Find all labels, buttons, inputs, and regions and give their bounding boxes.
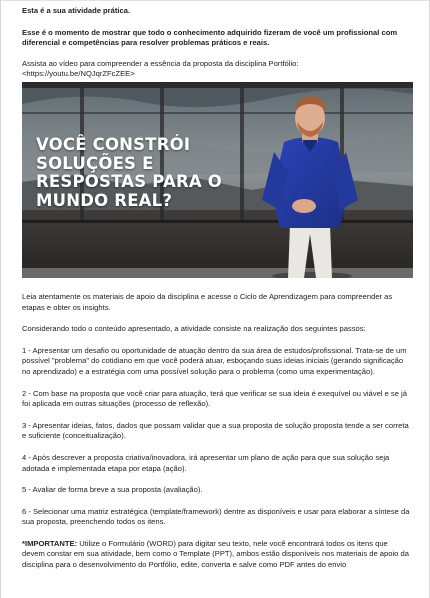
step-5: 5 - Avaliar de forma breve a sua proposta (avaliação). bbox=[22, 485, 203, 495]
step-3: 3 - Apresentar ideias, fatos, dados que possam validar que a sua proposta de solução proposta tende a ser correta e suficiente (conceitualização). bbox=[22, 420, 409, 441]
intro-bold-text: Esse é o momento de mostrar que todo o conhecimento adquirido fizeram de você um profissional com diferencial e competências para resolver problemas práticos e reais. bbox=[22, 27, 398, 48]
step-1: 1 - Apresentar um desafio ou oportunidade de atuação dentro da sua área de estudos/profissional. Trata-se de um possível "problema" do cotidiano em que você poderá atuar, esboçando suas ideias iniciais (gerando significação no aprendizado) e a estratégia com uma possível solução para o problema (como uma experimentação). bbox=[22, 345, 407, 376]
important-label: *IMPORTANTE: bbox=[22, 538, 78, 548]
step-6: 6 - Selecionar uma matriz estratégica (template/framework) dentre as disponíveis e usar para elaborar a síntese da sua proposta, preenchendo todos os itens. bbox=[22, 506, 410, 527]
step-4: 4 - Após descrever a proposta criativa/inovadora, irá apresentar um plano de ação para que sua solução seja adotada e implementada etapa por etapa (ação). bbox=[22, 452, 390, 473]
step-2: 2 - Com base na proposta que você criar para atuação, terá que verificar se sua ideia é exequível ou viável e se já foi aplicada em outras situações (processo de reflexão). bbox=[22, 388, 407, 409]
paragraph-read-materials: Leia atentamente os materiais de apoio da disciplina e acesse o Ciclo de Aprendizagem para compreender as etapas e obter os insights. bbox=[22, 291, 393, 312]
video-instructions: Assista ao vídeo para compreender a essência da proposta da disciplina Portfólio: bbox=[22, 58, 299, 68]
important-text: Utilize o Formulário (WORD) para digitar seu texto, nele você encontrará todos os itens que devem constar em sua atividade, bem como o Template (PPT), ambos estão disponíveis nos materiais de apoio da disciplina para o desenvolvimento do Portfólio, edite, converta e salve como PDF antes do envio bbox=[22, 538, 409, 570]
intro-title: Esta é a sua atividade prática. bbox=[22, 6, 131, 15]
video-headline: VOCÊ CONSTRÓI SOLUÇÕES E RESPOSTAS PARA O MUNDO REAL? bbox=[36, 134, 223, 210]
video-thumbnail[interactable] bbox=[22, 82, 413, 278]
paragraph-considering: Considerando todo o conteúdo apresentado, a atividade consiste na realização dos seguintes passos: bbox=[22, 324, 366, 334]
top-border bbox=[1, 0, 429, 1]
video-link[interactable]: <https://youtu.be/NQJqrZFcZEE> bbox=[22, 69, 135, 79]
important-note bbox=[22, 539, 411, 571]
